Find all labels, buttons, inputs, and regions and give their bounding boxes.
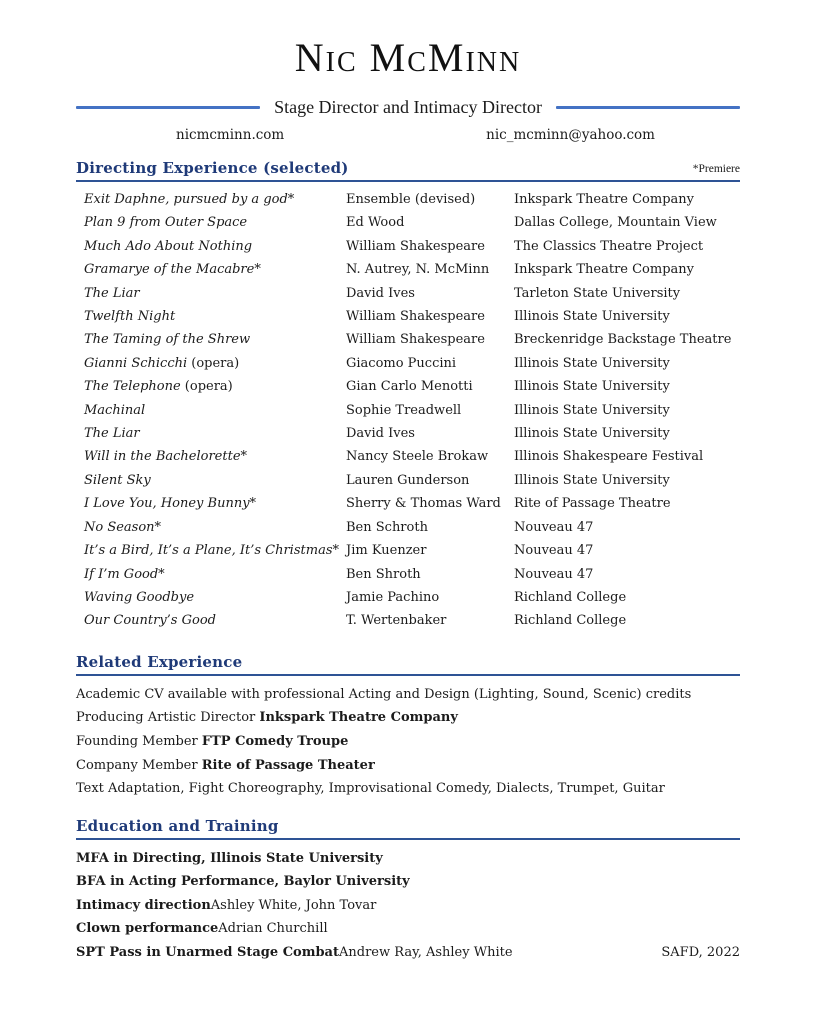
table-row	[84, 422, 740, 445]
section-heading-related: Related Experience	[76, 652, 243, 671]
company-cell: Richland College	[514, 613, 627, 629]
company-cell: Nouveau 47	[514, 566, 594, 582]
company-cell: Nouveau 47	[514, 519, 594, 535]
section-heading-directing: Directing Experience (selected)	[76, 159, 349, 177]
company-cell: Illinois State University	[514, 402, 670, 418]
premiere-note: *Premiere	[692, 163, 740, 175]
related-item	[76, 730, 740, 754]
related-heading-row	[76, 653, 740, 676]
table-row	[84, 399, 740, 422]
play-title: Much Ado About Nothing	[84, 238, 253, 254]
play-title: I Love You, Honey Bunny*	[84, 496, 257, 512]
subtitle-row	[76, 97, 740, 118]
table-row	[84, 352, 740, 375]
play-title-cell	[84, 352, 346, 375]
education-item	[76, 917, 740, 941]
author-cell: William Shakespeare	[346, 238, 485, 254]
play-title-cell	[84, 422, 346, 445]
company-cell: Inkspark Theatre Company	[514, 192, 694, 207]
website-text: nicmcminn.com	[176, 127, 285, 143]
company-cell: Tarleton State University	[514, 285, 681, 301]
related-item-text: Producing Artistic Director	[76, 710, 260, 726]
company-cell: Dallas College, Mountain View	[514, 215, 717, 231]
play-title: Gramarye of the Macabre*	[84, 262, 261, 278]
table-row	[84, 211, 740, 234]
section-related-experience	[76, 653, 740, 801]
author-cell: N. Autrey, N. McMinn	[346, 262, 490, 278]
play-title-cell	[84, 328, 346, 351]
education-item	[76, 847, 740, 871]
play-title: Waving Goodbye	[84, 589, 195, 605]
table-row	[84, 563, 740, 586]
company-cell: Rite of Passage Theatre	[514, 496, 671, 512]
table-row	[84, 445, 740, 468]
company-cell: The Classics Theatre Project	[514, 238, 704, 254]
author-cell: Jamie Pachino	[346, 589, 440, 605]
play-title-cell	[84, 516, 346, 539]
related-item	[76, 777, 740, 801]
directing-table	[76, 182, 740, 633]
play-title-cell	[84, 305, 346, 328]
education-item-text: Andrew Ray, Ashley White	[339, 945, 513, 961]
play-title: Twelfth Night	[84, 309, 176, 325]
author-cell: William Shakespeare	[346, 309, 485, 325]
company-cell: Richland College	[514, 589, 627, 605]
education-item-right-note: SAFD, 2022	[661, 945, 740, 961]
play-title: If I’m Good*	[84, 566, 165, 582]
company-cell: Illinois State University	[514, 379, 670, 395]
play-title: Will in the Bachelorette*	[84, 449, 248, 465]
author-cell: T. Wertenbaker	[346, 613, 447, 629]
play-title: Plan 9 from Outer Space	[84, 215, 248, 231]
table-row	[84, 609, 740, 632]
related-item	[76, 754, 740, 778]
play-title: It’s a Bird, It’s a Plane, It’s Christmas*	[84, 543, 339, 559]
related-item-text: Company Member	[76, 757, 202, 773]
author-cell: Nancy Steele Brokaw	[346, 449, 489, 465]
table-row	[84, 282, 740, 305]
play-title-cell	[84, 469, 346, 492]
table-row	[84, 586, 740, 609]
table-row	[84, 258, 740, 281]
education-item-bold: Clown performance	[76, 921, 219, 937]
education-item-bold: Intimacy direction	[76, 897, 211, 913]
play-title-cell	[84, 563, 346, 586]
company-cell: Illinois State University	[514, 309, 670, 325]
author-cell: David Ives	[346, 285, 415, 301]
education-heading-row	[76, 817, 740, 840]
company-cell: Illinois State University	[514, 472, 670, 488]
author-cell: William Shakespeare	[346, 332, 485, 348]
play-title-cell	[84, 539, 346, 562]
company-cell: Nouveau 47	[514, 543, 594, 559]
author-cell: David Ives	[346, 426, 415, 442]
play-title: The Telephone	[84, 379, 181, 395]
play-title-cell	[84, 492, 346, 515]
play-title-cell	[84, 258, 346, 281]
section-heading-education: Education and Training	[76, 816, 279, 835]
education-item-bold: SPT Pass in Unarmed Stage Combat	[76, 945, 339, 961]
company-cell: Inkspark Theatre Company	[514, 262, 694, 278]
play-title: Our Country’s Good	[84, 613, 216, 629]
table-row	[84, 375, 740, 398]
related-list	[76, 676, 740, 801]
play-title: Silent Sky	[84, 472, 151, 488]
table-row	[84, 328, 740, 351]
play-suffix: (opera)	[187, 355, 240, 371]
subtitle-rule-left	[76, 106, 260, 109]
company-cell: Illinois State University	[514, 426, 670, 442]
table-row	[84, 469, 740, 492]
play-title: Machinal	[84, 402, 146, 418]
play-title-cell	[84, 211, 346, 234]
table-row	[84, 516, 740, 539]
related-item	[76, 683, 740, 707]
related-item-bold: Inkspark Theatre Company	[259, 710, 458, 726]
related-item-text: Founding Member	[76, 733, 202, 749]
author-cell: Jim Kuenzer	[346, 543, 427, 559]
author-cell: Sherry & Thomas Ward	[346, 496, 501, 512]
education-item-text: Adrian Churchill	[218, 921, 328, 937]
related-item-bold: FTP Comedy Troupe	[201, 733, 349, 749]
directing-heading-row	[76, 159, 740, 182]
play-title-cell	[84, 399, 346, 422]
education-item	[76, 941, 740, 965]
company-cell: Illinois Shakespeare Festival	[514, 449, 704, 465]
subtitle: Stage Director and Intimacy Director	[274, 97, 542, 117]
related-item-bold: Rite of Passage Theater	[201, 757, 375, 773]
table-row	[84, 188, 740, 211]
table-row	[84, 492, 740, 515]
contact-row	[76, 127, 740, 143]
play-title: No Season*	[84, 519, 162, 535]
author-cell: Sophie Treadwell	[346, 402, 462, 418]
play-title-cell	[84, 375, 346, 398]
education-item-text: Ashley White, John Tovar	[210, 897, 377, 913]
author-cell: Ben Shroth	[346, 566, 421, 582]
play-title: The Liar	[84, 426, 140, 442]
education-item-bold: BFA in Acting Performance, Baylor University	[76, 874, 410, 890]
play-title-cell	[84, 586, 346, 609]
play-title: Exit Daphne, pursued by a god*	[84, 192, 295, 207]
education-item	[76, 894, 740, 918]
play-title: The Liar	[84, 285, 140, 301]
author-cell: Ensemble (devised)	[346, 192, 476, 207]
play-title-cell	[84, 188, 346, 211]
author-cell: Lauren Gunderson	[346, 472, 470, 488]
play-title: The Taming of the Shrew	[84, 332, 251, 348]
company-cell: Breckenridge Backstage Theatre	[514, 332, 732, 348]
author-cell: Ben Schroth	[346, 519, 428, 535]
section-education-training	[76, 817, 740, 965]
play-title-cell	[84, 235, 346, 258]
play-title-cell	[84, 609, 346, 632]
author-cell: Gian Carlo Menotti	[346, 379, 473, 395]
play-title: Gianni Schicchi	[84, 355, 188, 371]
author-cell: Giacomo Puccini	[346, 355, 457, 371]
education-item-bold: MFA in Directing, Illinois State University	[76, 850, 383, 866]
education-item	[76, 870, 740, 894]
author-cell: Ed Wood	[346, 215, 405, 231]
company-cell: Illinois State University	[514, 355, 670, 371]
table-row	[84, 539, 740, 562]
play-title-cell	[84, 282, 346, 305]
section-directing-experience	[76, 159, 740, 633]
education-list	[76, 840, 740, 965]
play-suffix: (opera)	[180, 379, 233, 395]
play-title-cell	[84, 445, 346, 468]
email-text: nic_mcminn@yahoo.com	[486, 127, 655, 143]
related-item-text: Academic CV available with professional Acting and Design (Lighting, Sound, Scenic) credits	[76, 686, 692, 702]
page-title: Nic McMinn	[294, 35, 522, 80]
table-row	[84, 235, 740, 258]
table-row	[84, 305, 740, 328]
subtitle-rule-right	[556, 106, 740, 109]
related-item	[76, 706, 740, 730]
related-item-text: Text Adaptation, Fight Choreography, Improvisational Comedy, Dialects, Trumpet, Guitar	[76, 781, 665, 797]
